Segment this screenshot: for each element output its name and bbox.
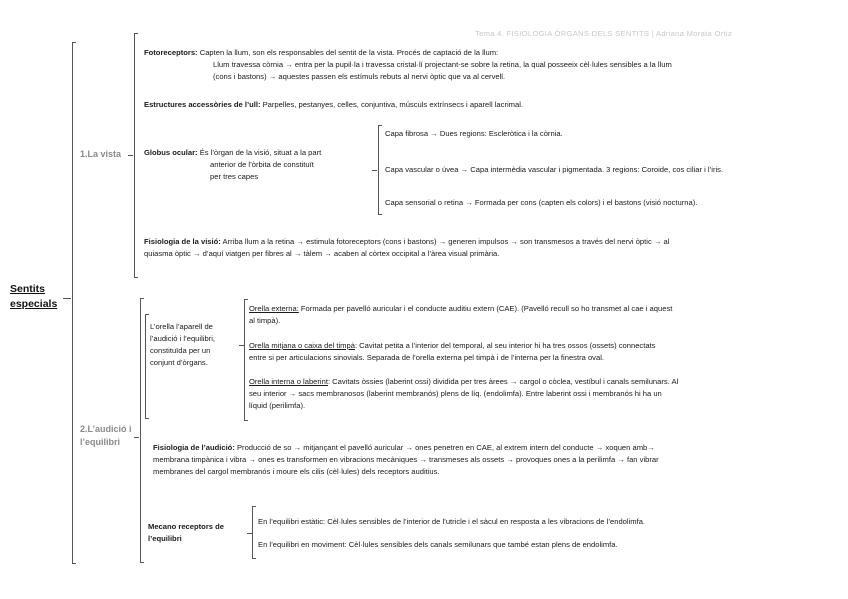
orella-bracket-bottom — [244, 420, 248, 421]
main-title — [10, 282, 57, 312]
equilibri-estatic: En l’equilibri estàtic: Cèl·lules sensibles de l’interior de l’utricle i el sàcul en resposta a les vibracions de l’endolimfa. — [258, 517, 646, 526]
mecano-bracket-bottom — [252, 558, 256, 559]
orella-left-bracket-top — [145, 314, 149, 315]
globus-text3: per tres capes — [210, 172, 259, 181]
audicio-bracket-top — [140, 298, 144, 299]
fisiologia-visio-text1: Arriba llum a la retina → estimula fotoreceptors (cons i bastons) → generen impulsos → son transmesos a través del nervi òptic → al — [220, 237, 670, 246]
main-title-line2: especials — [10, 298, 58, 310]
fisiologia-audicio-text2: membrana timpànica i vibra → ones es transformen en vibracions mecàniques → transmeses als ossets → provoques ones a la perilimfa → fan vibrar — [153, 455, 659, 464]
accessories-title: Estructures accessòries de l’ull: — [144, 100, 261, 109]
orella-line3: constituïda per un — [150, 346, 211, 355]
fotoreceptors-title: Fotoreceptors: — [144, 48, 198, 57]
capa-sensorial: Capa sensorial o retina → Formada per cons (capten els colors) i el bastons (visió nocturna). — [385, 198, 698, 207]
orella-externa-title: Orella externa: — [249, 304, 299, 313]
fisiologia-audicio-text3: membranes del cargol membranós i moure els cilis (cèl·lules) dels receptors auditius. — [153, 467, 440, 476]
vista-bracket-tick — [128, 155, 133, 156]
document-header: Tema 4. FISIOLOGIA ÒRGANS DELS SENTITS | Adriana Morata Ortiz — [475, 29, 733, 38]
orella-interna-text1: : Cavitats òssies (laberint ossi) dividida per tres àrees → cargol o còclea, vestíbul i canals semilunars. Al — [327, 377, 679, 386]
globus-text2: anterior de l’òrbita de constituït — [210, 160, 314, 169]
orella-mitjana-text1: : Cavitat petita a l’interior del temporal, al seu interior hi ha tres ossos (ossets) connectats — [354, 341, 656, 350]
orella-line1: L’orella l’aparell de — [150, 322, 213, 331]
orella-left-bracket — [145, 314, 146, 419]
globus-block — [144, 147, 321, 183]
accessories-text: Parpelles, pestanyes, celles, conjuntiva, músculs extrínsecs i aparell lacrimal. — [260, 100, 524, 109]
audicio-bracket-bottom — [140, 562, 144, 563]
accessories-block — [144, 99, 523, 111]
orella-interna-block — [249, 376, 678, 412]
fotoreceptors-line2: Llum travessa còrnia → entra per la pupil·la i travessa cristal·lí projectant-se sobre la retina, la qual posseeix cèl·lules sensibles a la llum — [213, 60, 672, 69]
fisiologia-visio-text2: quiasma òptic → d’aquí viatgen per fibres al → tàlem → acaben al còrtex occipital a l’àrea visual primària. — [144, 249, 500, 258]
fotoreceptors-text: Capten la llum, son els responsables del sentit de la vista. Procés de captació de la llum: — [197, 48, 499, 57]
globus-bracket-top — [378, 125, 382, 126]
mecano-title-block — [148, 521, 224, 545]
orella-mitjana-title: Orella mitjana o caixa del timpà — [249, 341, 355, 350]
vista-bracket — [134, 33, 135, 278]
equilibri-moviment: En l’equilibri en moviment: Cèl·lules sensibles dels canals semilunars que també estan plens de endolimfa. — [258, 540, 618, 549]
vista-bracket-bottom — [134, 277, 138, 278]
fisiologia-visio-block — [144, 236, 669, 260]
main-title-line1: Sentits — [10, 283, 46, 295]
outer-bracket-tick — [63, 298, 71, 299]
globus-bracket — [378, 125, 379, 215]
audicio-bracket — [140, 298, 141, 563]
capa-fibrosa: Capa fibrosa → Dues regions: Escleròtica i la còrnia. — [385, 129, 563, 138]
mecano-bracket — [252, 506, 253, 559]
outer-bracket-top — [72, 42, 76, 43]
fisiologia-audicio-block — [153, 442, 659, 478]
mecano-title-line2: l’equilibri — [148, 534, 182, 543]
orella-externa-text2: al timpà). — [249, 316, 281, 325]
section-audicio-label — [80, 423, 132, 449]
globus-bracket-tick — [372, 170, 377, 171]
fisiologia-audicio-text1: Producció de so → mitjançant el pavelló auricular → ones penetren en CAE, al extrem intern del conducte → xoquen amb→ — [234, 443, 655, 452]
mecano-title-line1: Mecano receptors de — [148, 522, 224, 531]
audicio-bracket-tick — [134, 437, 139, 438]
mecano-bracket-top — [252, 506, 256, 507]
orella-externa-block — [249, 303, 672, 327]
fisiologia-audicio-title: Fisiologia de l’audició: — [153, 443, 235, 452]
orella-interna-title: Orella interna o laberint — [249, 377, 328, 386]
capa-vascular: Capa vascular o úvea → Capa intermèdia vascular i pigmentada. 3 regions: Coroide, cos ciliar i l’iris. — [385, 165, 724, 174]
outer-bracket — [72, 42, 73, 564]
globus-text1: És l’òrgan de la visió, situat a la part — [197, 148, 322, 157]
section-vista-label: 1.La vista — [80, 149, 122, 159]
orella-mitjana-block — [249, 340, 655, 364]
orella-left-bracket-bottom — [145, 418, 149, 419]
audicio-label-line2: l’equilibri — [80, 437, 121, 447]
orella-interna-text3: líquid (perilimfa). — [249, 401, 306, 410]
globus-title: Globus ocular: — [144, 148, 198, 157]
orella-description — [150, 321, 215, 369]
fotoreceptors-block — [144, 47, 672, 83]
fisiologia-visio-title: Fisiologia de la visió: — [144, 237, 221, 246]
orella-interna-text2: seu interior → sacs membranosos (laberint membranós) plens de líq. (endolimfa). Entre laberint ossi i membranós hi ha un — [249, 389, 662, 398]
orella-line2: l’audició i l’equilibri, — [150, 334, 215, 343]
orella-externa-text1: Formada per pavelló auricular i el conducte auditiu extern (CAE). (Pavelló recull so ho transmet al cae i aquest — [298, 304, 673, 313]
vista-bracket-top — [134, 33, 138, 34]
orella-mitjana-text2: entre si per articulacions sinovials. Separada de l’orella externa pel timpà i de l’interna per la finestra oval. — [249, 353, 604, 362]
globus-bracket-bottom — [378, 214, 382, 215]
orella-bracket-top — [244, 299, 248, 300]
audicio-label-line1: 2.L’audició i — [80, 424, 132, 434]
orella-bracket — [244, 299, 245, 421]
outer-bracket-bottom — [72, 563, 76, 564]
orella-line4: conjunt d’òrgans. — [150, 358, 208, 367]
fotoreceptors-line3: (cons i bastons) → aquestes passen els estímuls rebuts al nervi òptic que va al cervell. — [213, 72, 506, 81]
